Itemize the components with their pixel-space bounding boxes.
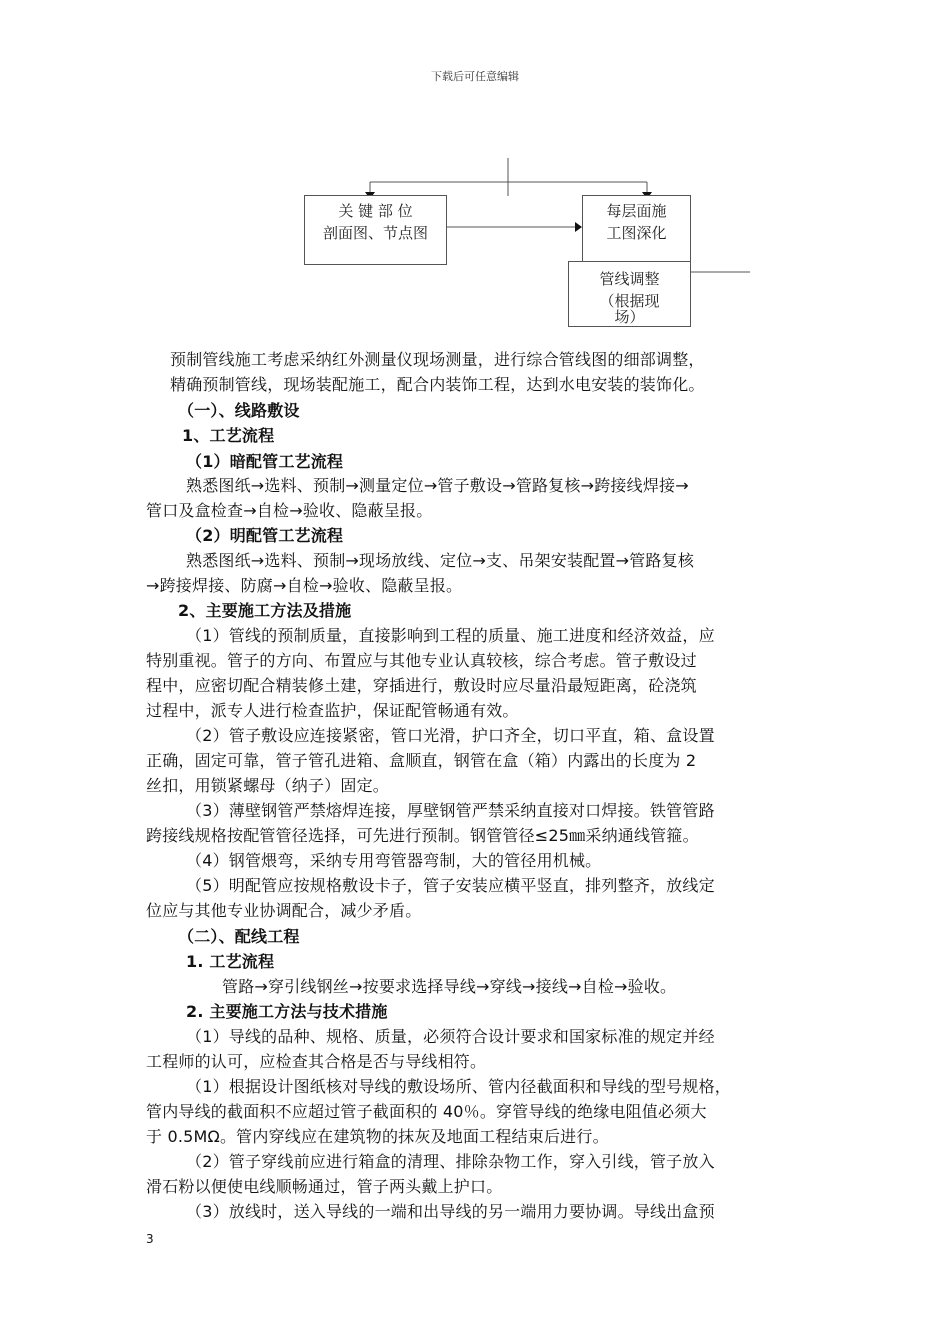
flow-box-key-sections-line2: 剖面图、节点图 [322,224,428,242]
flow-box-floor-drawings-line2: 工图深化 [606,224,667,242]
body-line: 精确预制管线，现场装配施工，配合内装饰工程，达到水电安装的装饰化。 [170,375,705,394]
page-number: 3 [146,1232,154,1246]
body-line: （5）明配管应按规格敷设卡子，管子安装应横平竖直，排列整齐，放线定 [186,876,715,895]
body-line: （3）薄壁钢管严禁熔焊连接，厚壁钢管严禁采纳直接对口焊接。铁管管路 [186,801,715,820]
flow-diagram-connectors [0,0,950,330]
body-line: 特别重视。管子的方向、布置应与其他专业认真较核，综合考虑。管子敷设过 [146,651,697,670]
body-line: 程中，应密切配合精装修土建，穿插进行，敷设时应尽量沿最短距离，砼浇筑 [146,676,697,695]
body-line: 于 0.5MΩ。管内穿线应在建筑物的抹灰及地面工程结束后进行。 [146,1127,609,1146]
body-line: 预制管线施工考虑采纳红外测量仪现场测量，进行综合管线图的细部调整， [170,350,705,369]
flow-box-floor-drawings-line1: 每层面施 [606,202,667,220]
section-heading: （二）、配线工程 [178,927,300,946]
body-line: （4）钢管煨弯，采纳专用弯管器弯制，大的管径用机械。 [186,851,602,870]
body-line: （2）管子穿线前应进行箱盒的清理、排除杂物工作，穿入引线，管子放入 [186,1152,715,1171]
flow-box-pipe-adjustment [568,261,691,327]
body-line: 管口及盒检查→自检→验收、隐蔽呈报。 [146,501,433,520]
subsection-heading: 2、主要施工方法及措施 [178,601,352,620]
subsection-heading: （2）明配管工艺流程 [186,526,344,545]
body-line: 滑石粉以便使电线顺畅通过，管子两头戴上护口。 [146,1177,503,1196]
flow-box-floor-drawings [582,195,691,265]
body-line: 跨接线规格按配管管径选择，可先进行预制。钢管管径≤25㎜采纳通线管箍。 [146,826,699,845]
body-line: 熟悉图纸→选料、预制→现场放线、定位→支、吊架安装配置→管路复核 [186,551,695,570]
flow-box-pipe-adjustment-line3: 场） [614,308,645,326]
body-line: （1）根据设计图纸核对导线的敷设场所、管内径截面积和导线的型号规格， [186,1077,731,1096]
section-heading: （一）、线路敷设 [178,401,300,420]
flow-box-key-sections-line1: 关 键 部 位 [338,202,413,220]
flow-box-pipe-adjustment-line2: （根据现 [599,292,660,310]
body-line: 工程师的认可，应检查其合格是否与导线相符。 [146,1052,487,1071]
body-line: 管路→穿引线钢丝→按要求选择导线→穿线→接线→自检→验收。 [222,977,677,996]
subsection-heading: 2. 主要施工方法与技术措施 [186,1002,388,1021]
body-line: 熟悉图纸→选料、预制→测量定位→管子敷设→管路复核→跨接线焊接→ [186,476,689,495]
body-line: 正确，固定可靠，管子管孔进箱、盒顺直，钢管在盒（箱）内露出的长度为 2 [146,751,697,770]
body-line: 过程中，派专人进行检查监护，保证配管畅通有效。 [146,701,519,720]
page-header: 下载后可任意编辑 [431,70,519,83]
subsection-heading: （1）暗配管工艺流程 [186,452,344,471]
subsection-heading: 1、工艺流程 [182,426,275,445]
body-line: （3）放线时，送入导线的一端和出导线的另一端用力要协调。导线出盒预 [186,1202,715,1221]
body-line: （1）管线的预制质量，直接影响到工程的质量、施工进度和经济效益，应 [186,626,715,645]
body-line: （1）导线的品种、规格、质量，必须符合设计要求和国家标准的规定并经 [186,1027,715,1046]
subsection-heading: 1. 工艺流程 [186,952,275,971]
body-line: 位应与其他专业协调配合，减少矛盾。 [146,901,422,920]
body-line: 丝扣，用锁紧螺母（纳子）固定。 [146,776,390,795]
body-line: （2）管子敷设应连接紧密，管口光滑，护口齐全，切口平直，箱、盒设置 [186,726,715,745]
flow-box-pipe-adjustment-line1: 管线调整 [599,270,660,288]
body-line: 管内导线的截面积不应超过管子截面积的 40％。穿管导线的绝缘电阻值必须大 [146,1102,707,1121]
body-line: →跨接焊接、防腐→自检→验收、隐蔽呈报。 [146,576,463,595]
flow-box-key-sections [304,195,447,265]
